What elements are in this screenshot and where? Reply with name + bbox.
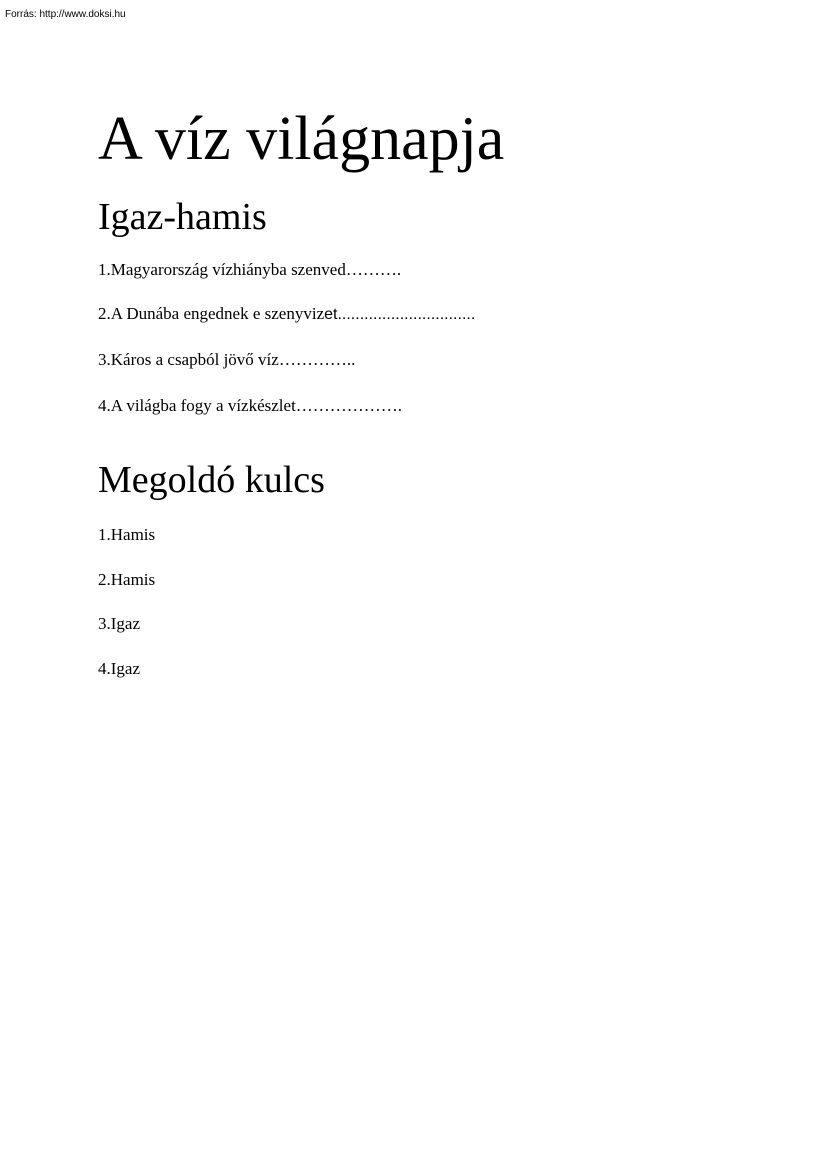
quiz-item-3: 3.Káros a csapból jövő víz………….. [98, 350, 356, 369]
answer-key-heading: Megoldó kulcs [98, 459, 325, 501]
answer-item-4: 4.Igaz [98, 659, 141, 678]
quiz-item-2 [98, 303, 475, 326]
quiz-heading: Igaz-hamis [98, 196, 267, 238]
quiz-item-1: 1.Magyarország vízhiányba szenved………. [98, 260, 402, 279]
quiz-item-2-serif: 2.A Dunába engednek e szenyviz [98, 304, 325, 323]
quiz-item-4: 4.A világba fogy a vízkészlet………………. [98, 396, 403, 415]
page-title: A víz világnapja [98, 105, 505, 173]
source-header: Forrás: http://www.doksi.hu [5, 9, 126, 20]
quiz-item-2-sans: et............................... [324, 306, 476, 323]
answer-item-2: 2.Hamis [98, 570, 156, 589]
answer-item-1: 1.Hamis [98, 525, 156, 544]
answer-item-3: 3.Igaz [98, 614, 141, 633]
